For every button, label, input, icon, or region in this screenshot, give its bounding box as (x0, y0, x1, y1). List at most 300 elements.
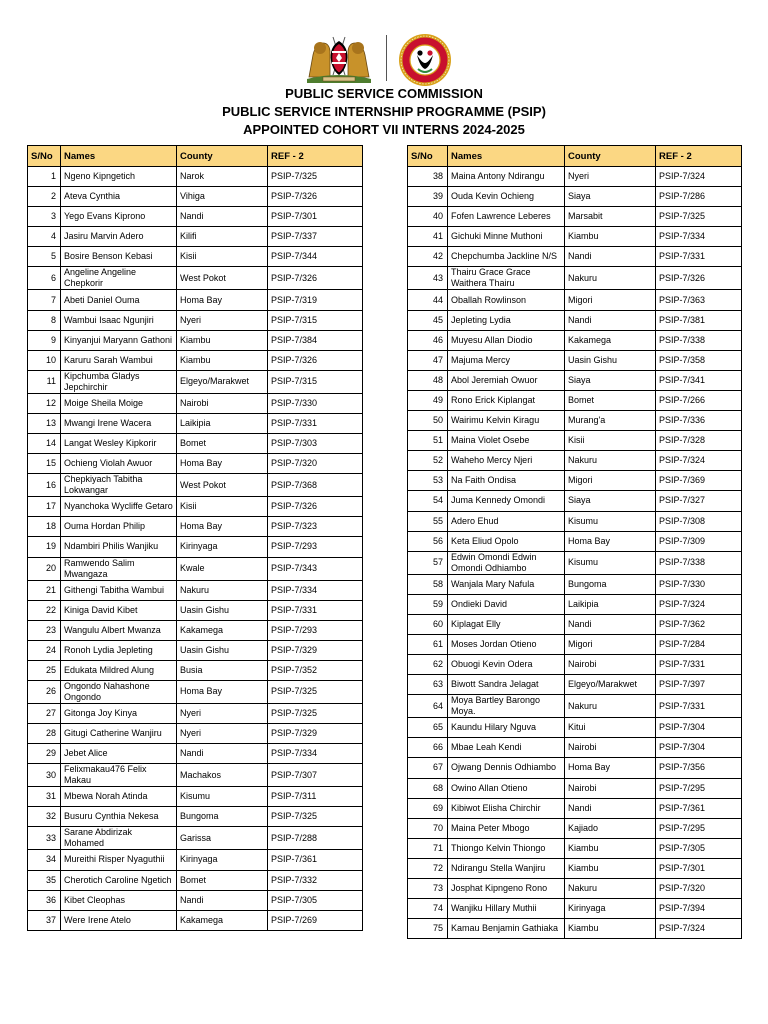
table-header-row (408, 146, 742, 167)
cell-sno: 35 (28, 870, 61, 890)
table-row (28, 290, 363, 310)
cell-county: Siaya (565, 370, 656, 390)
cell-county: Garissa (177, 827, 268, 850)
table-row (408, 551, 742, 574)
cell-county: Elgeyo/Marakwet (565, 675, 656, 695)
cell-name: Ojwang Dennis Odhiambo (448, 758, 565, 778)
cell-ref: PSIP-7/329 (268, 724, 363, 744)
cell-ref: PSIP-7/331 (656, 655, 742, 675)
table-row (408, 531, 742, 551)
cell-county: West Pokot (177, 267, 268, 290)
cell-name: Edwin Omondi Edwin Omondi Odhiambo (448, 551, 565, 574)
cell-name: Owino Allan Otieno (448, 778, 565, 798)
table-row (28, 744, 363, 764)
table-row (408, 310, 742, 330)
cell-sno: 75 (408, 919, 448, 939)
cell-sno: 34 (28, 850, 61, 870)
cell-county: Nairobi (177, 393, 268, 413)
cell-sno: 64 (408, 695, 448, 718)
cell-name: Maina Antony Ndirangu (448, 167, 565, 187)
cell-name: Bosire Benson Kebasi (61, 247, 177, 267)
cell-ref: PSIP-7/336 (656, 411, 742, 431)
cell-county: Bomet (177, 434, 268, 454)
cell-county: Laikipia (177, 413, 268, 433)
cell-ref: PSIP-7/303 (268, 434, 363, 454)
cell-sno: 11 (28, 370, 61, 393)
cell-ref: PSIP-7/381 (656, 310, 742, 330)
table-row (408, 491, 742, 511)
cell-sno: 14 (28, 434, 61, 454)
cell-name: Angeline Angeline Chepkorir (61, 267, 177, 290)
cell-sno: 52 (408, 451, 448, 471)
cell-sno: 54 (408, 491, 448, 511)
cell-ref: PSIP-7/338 (656, 330, 742, 350)
cell-sno: 44 (408, 290, 448, 310)
cell-sno: 10 (28, 350, 61, 370)
cell-county: West Pokot (177, 474, 268, 497)
cell-ref: PSIP-7/369 (656, 471, 742, 491)
cell-name: Gitugi Catherine Wanjiru (61, 724, 177, 744)
cell-county: Homa Bay (565, 758, 656, 778)
cell-name: Ndambiri Philis Wanjiku (61, 537, 177, 557)
cell-sno: 37 (28, 910, 61, 930)
cell-ref: PSIP-7/324 (656, 919, 742, 939)
programme-title: PUBLIC SERVICE INTERNSHIP PROGRAMME (PSIP) (222, 104, 546, 119)
cell-name: Edukata Mildred Alung (61, 660, 177, 680)
cell-county: Kakamega (565, 330, 656, 350)
cell-ref: PSIP-7/363 (656, 290, 742, 310)
cell-name: Abol Jeremiah Owuor (448, 370, 565, 390)
cell-sno: 55 (408, 511, 448, 531)
cell-sno: 32 (28, 807, 61, 827)
cell-ref: PSIP-7/288 (268, 827, 363, 850)
cell-sno: 36 (28, 890, 61, 910)
table-row (28, 850, 363, 870)
cell-name: Were Irene Atelo (61, 910, 177, 930)
cell-ref: PSIP-7/304 (656, 738, 742, 758)
cell-ref: PSIP-7/326 (268, 350, 363, 370)
cell-name: Ondieki David (448, 594, 565, 614)
cell-sno: 46 (408, 330, 448, 350)
cell-sno: 17 (28, 497, 61, 517)
cell-county: Homa Bay (177, 680, 268, 703)
cell-sno: 12 (28, 393, 61, 413)
col-header-sno: S/No (28, 146, 61, 167)
cell-sno: 70 (408, 818, 448, 838)
interns-table-left (27, 145, 363, 931)
table-row (28, 557, 363, 580)
cell-county: Nakuru (565, 879, 656, 899)
org-title: PUBLIC SERVICE COMMISSION (285, 86, 483, 101)
table-row (28, 600, 363, 620)
cell-ref: PSIP-7/361 (268, 850, 363, 870)
cell-county: Siaya (565, 491, 656, 511)
cell-county: Laikipia (565, 594, 656, 614)
table-row (28, 764, 363, 787)
cell-name: Maina Violet Osebe (448, 431, 565, 451)
cell-county: Kiambu (565, 227, 656, 247)
document-heading (0, 85, 768, 139)
table-row (408, 758, 742, 778)
cell-ref: PSIP-7/305 (268, 890, 363, 910)
col-header-names: Names (61, 146, 177, 167)
table-row (408, 675, 742, 695)
cell-county: Elgeyo/Marakwet (177, 370, 268, 393)
col-header-ref: REF - 2 (268, 146, 363, 167)
table-body-left (28, 167, 363, 931)
cell-county: Narok (177, 167, 268, 187)
cell-ref: PSIP-7/394 (656, 899, 742, 919)
table-body-right (408, 167, 742, 939)
cell-county: Nyeri (565, 167, 656, 187)
cell-name: Wangulu Albert Mwanza (61, 620, 177, 640)
table-row (408, 187, 742, 207)
cell-ref: PSIP-7/341 (656, 370, 742, 390)
cell-ref: PSIP-7/305 (656, 838, 742, 858)
cell-ref: PSIP-7/324 (656, 451, 742, 471)
cell-county: Kirinyaga (177, 537, 268, 557)
cell-ref: PSIP-7/293 (268, 537, 363, 557)
cell-sno: 67 (408, 758, 448, 778)
cell-name: Kipchumba Gladys Jepchirchir (61, 370, 177, 393)
cell-name: Maina Peter Mbogo (448, 818, 565, 838)
table-row (28, 247, 363, 267)
cell-sno: 65 (408, 718, 448, 738)
cell-ref: PSIP-7/356 (656, 758, 742, 778)
cell-name: Wanjala Mary Nafula (448, 574, 565, 594)
col-header-sno: S/No (408, 146, 448, 167)
table-row (28, 227, 363, 247)
table-row (408, 167, 742, 187)
cell-sno: 47 (408, 350, 448, 370)
cell-name: Josphat Kipngeno Rono (448, 879, 565, 899)
cell-county: Bungoma (565, 574, 656, 594)
cell-county: Kirinyaga (565, 899, 656, 919)
cell-name: Ouma Hordan Philip (61, 517, 177, 537)
cell-county: Kiambu (177, 350, 268, 370)
table-row (28, 167, 363, 187)
cohort-title: APPOINTED COHORT VII INTERNS 2024-2025 (243, 122, 525, 137)
cell-ref: PSIP-7/327 (656, 491, 742, 511)
cell-ref: PSIP-7/325 (268, 680, 363, 703)
cell-name: Oballah Rowlinson (448, 290, 565, 310)
cell-sno: 2 (28, 187, 61, 207)
cell-sno: 26 (28, 680, 61, 703)
table-row (408, 798, 742, 818)
cell-county: Nakuru (565, 267, 656, 290)
table-row (408, 411, 742, 431)
cell-name: Kinyanjui Maryann Gathoni (61, 330, 177, 350)
table-row (408, 614, 742, 634)
cell-name: Adero Ehud (448, 511, 565, 531)
cell-ref: PSIP-7/358 (656, 350, 742, 370)
table-row (408, 330, 742, 350)
cell-name: Mbewa Norah Atinda (61, 787, 177, 807)
cell-name: Wairimu Kelvin Kiragu (448, 411, 565, 431)
cell-ref: PSIP-7/331 (268, 413, 363, 433)
table-row (408, 858, 742, 878)
cell-sno: 18 (28, 517, 61, 537)
cell-ref: PSIP-7/326 (656, 267, 742, 290)
cell-name: Mureithi Risper Nyaguthii (61, 850, 177, 870)
cell-ref: PSIP-7/286 (656, 187, 742, 207)
cell-county: Nyeri (177, 310, 268, 330)
cell-name: Wanjiku Hillary Muthii (448, 899, 565, 919)
cell-county: Kilifi (177, 227, 268, 247)
table-row (28, 620, 363, 640)
cell-name: Waheho Mercy Njeri (448, 451, 565, 471)
cell-sno: 48 (408, 370, 448, 390)
cell-county: Nairobi (565, 738, 656, 758)
table-row (28, 434, 363, 454)
cell-name: Kibet Cleophas (61, 890, 177, 910)
col-header-county: County (565, 146, 656, 167)
cell-name: Kibiwot Elisha Chirchir (448, 798, 565, 818)
cell-ref: PSIP-7/325 (268, 703, 363, 723)
cell-name: Abeti Daniel Ouma (61, 290, 177, 310)
cell-sno: 13 (28, 413, 61, 433)
cell-name: Moses Jordan Otieno (448, 634, 565, 654)
cell-sno: 68 (408, 778, 448, 798)
cell-name: Moige Sheila Moige (61, 393, 177, 413)
cell-name: Obuogi Kevin Odera (448, 655, 565, 675)
cell-ref: PSIP-7/325 (268, 807, 363, 827)
cell-name: Gichuki Minne Muthoni (448, 227, 565, 247)
cell-name: Githengi Tabitha Wambui (61, 580, 177, 600)
cell-name: Ochieng Violah Awuor (61, 454, 177, 474)
cell-name: Juma Kennedy Omondi (448, 491, 565, 511)
logo-divider (386, 35, 387, 81)
cell-name: Majuma Mercy (448, 350, 565, 370)
cell-county: Nairobi (565, 655, 656, 675)
table-row (28, 413, 363, 433)
table-row (28, 267, 363, 290)
cell-name: Busuru Cynthia Nekesa (61, 807, 177, 827)
cell-sno: 74 (408, 899, 448, 919)
cell-ref: PSIP-7/326 (268, 497, 363, 517)
cell-county: Kisii (565, 431, 656, 451)
cell-county: Nandi (565, 247, 656, 267)
table-row (28, 703, 363, 723)
table-row (28, 807, 363, 827)
table-row (408, 818, 742, 838)
table-row (408, 431, 742, 451)
cell-county: Homa Bay (177, 290, 268, 310)
cell-name: Ndirangu Stella Wanjiru (448, 858, 565, 878)
cell-sno: 53 (408, 471, 448, 491)
cell-ref: PSIP-7/309 (656, 531, 742, 551)
cell-county: Uasin Gishu (177, 640, 268, 660)
cell-ref: PSIP-7/330 (268, 393, 363, 413)
cell-ref: PSIP-7/315 (268, 370, 363, 393)
col-header-ref: REF - 2 (656, 146, 742, 167)
table-row (28, 827, 363, 850)
cell-sno: 27 (28, 703, 61, 723)
cell-name: Nyanchoka Wycliffe Getaro (61, 497, 177, 517)
cell-sno: 19 (28, 537, 61, 557)
cell-ref: PSIP-7/324 (656, 594, 742, 614)
cell-sno: 22 (28, 600, 61, 620)
cell-name: Felixmakau476 Felix Makau (61, 764, 177, 787)
cell-ref: PSIP-7/307 (268, 764, 363, 787)
cell-ref: PSIP-7/326 (268, 267, 363, 290)
cell-county: Uasin Gishu (177, 600, 268, 620)
cell-county: Bomet (565, 390, 656, 410)
cell-name: Kaundu Hilary Nguva (448, 718, 565, 738)
table-row (408, 778, 742, 798)
cell-county: Kisii (177, 247, 268, 267)
table-row (408, 511, 742, 531)
table-row (408, 350, 742, 370)
cell-ref: PSIP-7/331 (268, 600, 363, 620)
table-row (408, 738, 742, 758)
cell-ref: PSIP-7/311 (268, 787, 363, 807)
cell-name: Gitonga Joy Kinya (61, 703, 177, 723)
cell-name: Biwott Sandra Jelagat (448, 675, 565, 695)
table-row (28, 187, 363, 207)
cell-county: Kisumu (565, 551, 656, 574)
cell-sno: 23 (28, 620, 61, 640)
cell-ref: PSIP-7/324 (656, 167, 742, 187)
cell-name: Moya Bartley Barongo Moya. (448, 695, 565, 718)
cell-county: Kakamega (177, 620, 268, 640)
table-row (408, 451, 742, 471)
cell-name: Thiongo Kelvin Thiongo (448, 838, 565, 858)
cell-county: Homa Bay (177, 517, 268, 537)
cell-county: Nakuru (565, 695, 656, 718)
cell-county: Nandi (565, 798, 656, 818)
cell-county: Busia (177, 660, 268, 680)
cell-name: Ronoh Lydia Jepleting (61, 640, 177, 660)
cell-county: Kitui (565, 718, 656, 738)
table-row (408, 290, 742, 310)
cell-county: Homa Bay (565, 531, 656, 551)
cell-sno: 42 (408, 247, 448, 267)
cell-name: Jebet Alice (61, 744, 177, 764)
cell-ref: PSIP-7/338 (656, 551, 742, 574)
table-row (28, 787, 363, 807)
cell-ref: PSIP-7/343 (268, 557, 363, 580)
cell-sno: 6 (28, 267, 61, 290)
cell-name: Chepchumba Jackline N/S (448, 247, 565, 267)
cell-county: Bomet (177, 870, 268, 890)
table-row (28, 660, 363, 680)
table-row (408, 594, 742, 614)
cell-county: Nandi (177, 744, 268, 764)
cell-sno: 50 (408, 411, 448, 431)
table-header-row (28, 146, 363, 167)
cell-county: Vihiga (177, 187, 268, 207)
table-row (28, 370, 363, 393)
cell-ref: PSIP-7/319 (268, 290, 363, 310)
cell-sno: 30 (28, 764, 61, 787)
table-row (408, 247, 742, 267)
cell-county: Marsabit (565, 207, 656, 227)
cell-ref: PSIP-7/334 (656, 227, 742, 247)
cell-ref: PSIP-7/284 (656, 634, 742, 654)
table-row (28, 680, 363, 703)
table-row (28, 517, 363, 537)
cell-sno: 41 (408, 227, 448, 247)
cell-name: Fofen Lawrence Leberes (448, 207, 565, 227)
cell-ref: PSIP-7/344 (268, 247, 363, 267)
cell-name: Rono Erick Kiplangat (448, 390, 565, 410)
cell-name: Kiniga David Kibet (61, 600, 177, 620)
cell-county: Nyeri (177, 703, 268, 723)
cell-name: Jasiru Marvin Adero (61, 227, 177, 247)
cell-ref: PSIP-7/397 (656, 675, 742, 695)
cell-ref: PSIP-7/329 (268, 640, 363, 660)
table-row (408, 267, 742, 290)
table-row (408, 899, 742, 919)
table-row (408, 227, 742, 247)
table-row (408, 471, 742, 491)
table-row (28, 640, 363, 660)
cell-county: Kiambu (565, 858, 656, 878)
table-row (408, 879, 742, 899)
cell-sno: 58 (408, 574, 448, 594)
cell-sno: 66 (408, 738, 448, 758)
table-row (28, 330, 363, 350)
table-row (28, 207, 363, 227)
cell-ref: PSIP-7/337 (268, 227, 363, 247)
table-row (28, 724, 363, 744)
table-row (28, 580, 363, 600)
cell-county: Kirinyaga (177, 850, 268, 870)
cell-name: Cherotich Caroline Ngetich (61, 870, 177, 890)
cell-county: Nandi (177, 890, 268, 910)
cell-sno: 45 (408, 310, 448, 330)
cell-county: Nairobi (565, 778, 656, 798)
cell-sno: 71 (408, 838, 448, 858)
cell-name: Kiplagat Elly (448, 614, 565, 634)
table-row (28, 474, 363, 497)
cell-ref: PSIP-7/301 (656, 858, 742, 878)
cell-sno: 31 (28, 787, 61, 807)
cell-ref: PSIP-7/384 (268, 330, 363, 350)
cell-name: Muyesu Allan Diodio (448, 330, 565, 350)
cell-name: Thairu Grace Grace Waithera Thairu (448, 267, 565, 290)
cell-name: Ongondo Nahashone Ongondo (61, 680, 177, 703)
cell-ref: PSIP-7/362 (656, 614, 742, 634)
cell-sno: 1 (28, 167, 61, 187)
cell-name: Ateva Cynthia (61, 187, 177, 207)
cell-name: Karuru Sarah Wambui (61, 350, 177, 370)
table-row (408, 838, 742, 858)
cell-ref: PSIP-7/293 (268, 620, 363, 640)
cell-name: Na Faith Ondisa (448, 471, 565, 491)
cell-ref: PSIP-7/325 (268, 167, 363, 187)
cell-county: Siaya (565, 187, 656, 207)
col-header-county: County (177, 146, 268, 167)
cell-county: Kakamega (177, 910, 268, 930)
cell-sno: 62 (408, 655, 448, 675)
interns-table-right (407, 145, 742, 939)
table-row (28, 454, 363, 474)
cell-county: Nandi (565, 310, 656, 330)
cell-sno: 7 (28, 290, 61, 310)
cell-ref: PSIP-7/326 (268, 187, 363, 207)
cell-sno: 20 (28, 557, 61, 580)
cell-sno: 5 (28, 247, 61, 267)
table-row (408, 655, 742, 675)
cell-ref: PSIP-7/308 (656, 511, 742, 531)
cell-sno: 59 (408, 594, 448, 614)
cell-sno: 24 (28, 640, 61, 660)
cell-name: Ramwendo Salim Mwangaza (61, 557, 177, 580)
cell-name: Langat Wesley Kipkorir (61, 434, 177, 454)
cell-ref: PSIP-7/295 (656, 818, 742, 838)
